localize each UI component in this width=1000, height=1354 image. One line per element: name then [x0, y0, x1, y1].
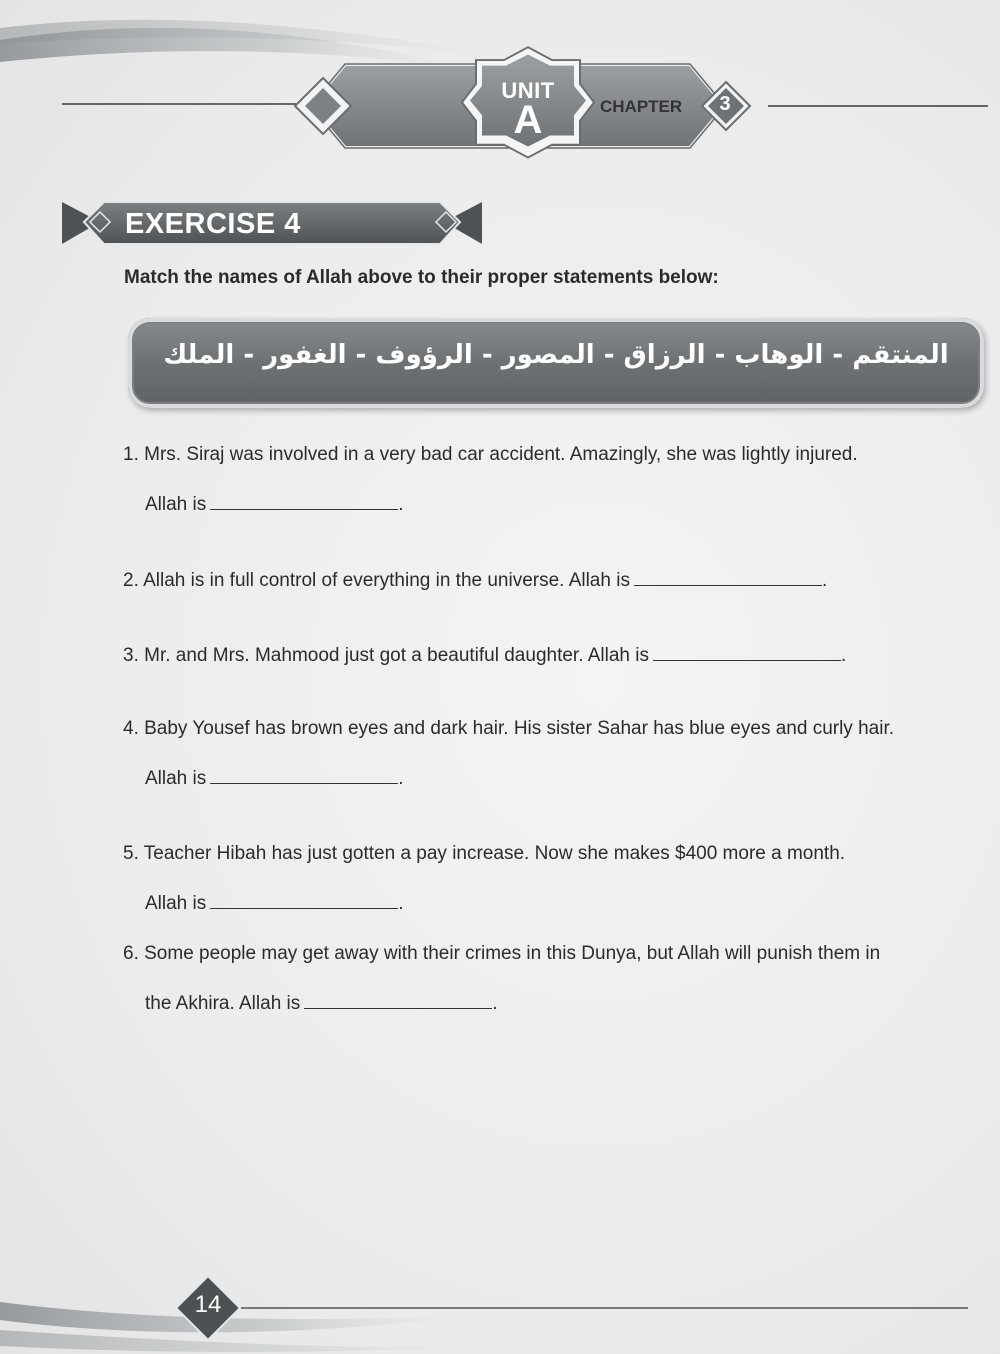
question-4-text	[123, 718, 894, 740]
names-of-allah-list: المنتقم - الوهاب - الرزاق - المصور - الرؤوف - الغفور - الملك	[163, 340, 949, 370]
question-3-text: 3. Mr. and Mrs. Mahmood just got a beautiful daughter. Allah is .	[123, 642, 846, 667]
chapter-label: CHAPTER	[600, 97, 683, 116]
answer-blank-2[interactable]	[634, 567, 822, 586]
question-5-statement: 5. Teacher Hibah has just gotten a pay increase. Now she makes $400 more a month.	[123, 843, 846, 864]
question-5-answer-line: Allah is .	[145, 890, 404, 915]
answer-prompt: the Akhira. Allah is	[145, 993, 301, 1014]
question-6-text	[123, 943, 880, 965]
question-1-statement: 1. Mrs. Siraj was involved in a very bad car accident. Amazingly, she was lightly injured.	[123, 444, 858, 465]
question-6-statement: 6. Some people may get away with their crimes in this Dunya, but Allah will punish them in	[123, 943, 881, 964]
question-3-statement: 3. Mr. and Mrs. Mahmood just got a beautiful daughter. Allah is	[123, 645, 649, 666]
question-5-text	[123, 843, 845, 865]
chapter-number: 3	[719, 93, 731, 115]
exercise-instruction: Match the names of Allah above to their proper statements below:	[124, 267, 719, 288]
answer-prompt: Allah is	[145, 768, 207, 789]
question-4-statement: 4. Baby Yousef has brown eyes and dark hair. His sister Sahar has blue eyes and curly hair.	[123, 718, 895, 739]
exercise-title: EXERCISE 4	[125, 208, 301, 240]
answer-blank-3[interactable]	[653, 642, 841, 661]
answer-prompt: Allah is	[145, 494, 207, 515]
answer-blank-6[interactable]	[304, 990, 492, 1009]
answer-prompt: Allah is	[145, 893, 207, 914]
question-4-answer-line: Allah is .	[145, 765, 404, 790]
answer-blank-5[interactable]	[210, 890, 398, 909]
answer-blank-1[interactable]	[210, 491, 398, 510]
question-1-text	[123, 444, 858, 466]
question-6-answer-line: the Akhira. Allah is .	[145, 990, 498, 1015]
page-number: 14	[194, 1291, 222, 1318]
question-2-statement: 2. Allah is in full control of everything in the universe. Allah is	[123, 570, 630, 591]
unit-letter: A	[513, 98, 543, 142]
answer-blank-4[interactable]	[210, 765, 398, 784]
question-1-answer-line: Allah is .	[145, 491, 404, 516]
question-2-text: 2. Allah is in full control of everything in the universe. Allah is .	[123, 567, 827, 592]
unit-label: UNIT	[501, 78, 555, 103]
